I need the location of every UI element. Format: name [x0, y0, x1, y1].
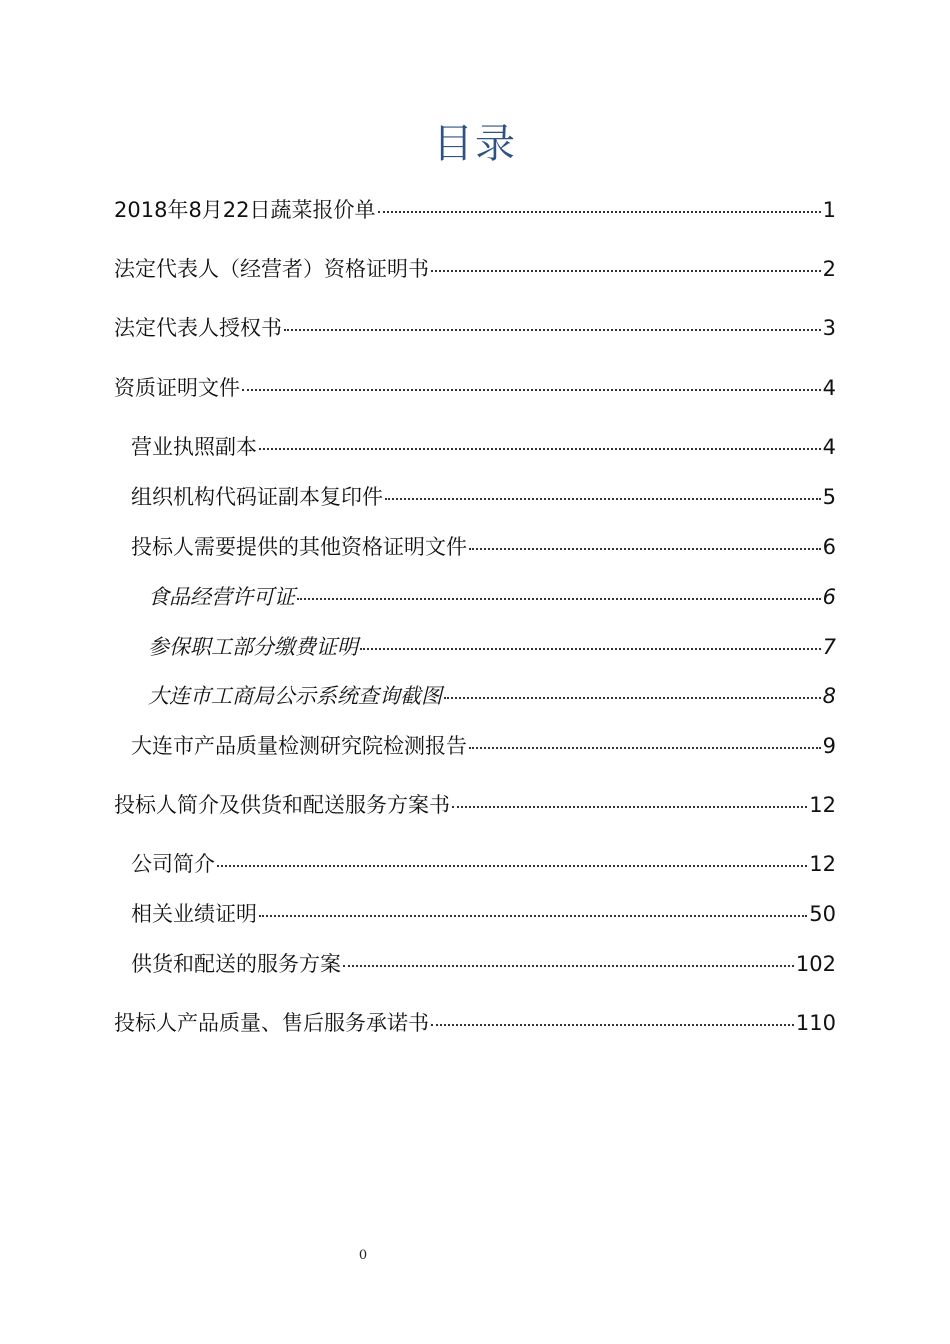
toc-entry-label: 法定代表人授权书	[114, 316, 282, 340]
dot-leader	[469, 747, 821, 749]
toc-entry-page: 7	[822, 635, 836, 659]
toc-entry-page: 12	[809, 852, 836, 876]
toc-entry-label: 组织机构代码证副本复印件	[131, 485, 383, 509]
dot-leader	[217, 865, 807, 867]
toc-entry[interactable]	[131, 433, 836, 461]
toc-entry-page: 5	[822, 485, 836, 509]
dot-leader	[452, 806, 807, 808]
dot-leader	[444, 697, 821, 699]
toc-entry-label: 法定代表人（经营者）资格证明书	[114, 257, 429, 281]
toc-entry-page: 4	[822, 435, 836, 459]
toc-entry-label: 投标人简介及供货和配送服务方案书	[114, 793, 450, 817]
toc-entry[interactable]	[114, 255, 836, 283]
toc-entry-label: 食品经营许可证	[148, 585, 295, 609]
toc-entry-page: 2	[822, 257, 836, 281]
dot-leader	[259, 915, 807, 917]
toc-entry-page: 9	[822, 734, 836, 758]
toc-entry-page: 6	[822, 535, 836, 559]
dot-leader	[259, 448, 821, 450]
toc-entry-page: 50	[809, 902, 836, 926]
toc-entry[interactable]	[131, 900, 836, 928]
toc-entry-page: 3	[822, 316, 836, 340]
toc-entry[interactable]	[114, 791, 836, 819]
dot-leader	[242, 389, 821, 391]
dot-leader	[284, 329, 821, 331]
toc-entry-label: 大连市产品质量检测研究院检测报告	[131, 734, 467, 758]
toc-entry-page: 12	[809, 793, 836, 817]
toc-entry-label: 资质证明文件	[114, 376, 240, 400]
toc-entry[interactable]	[114, 1009, 836, 1037]
toc-entry-label: 供货和配送的服务方案	[131, 952, 341, 976]
toc-entry[interactable]	[114, 314, 836, 342]
toc-entry[interactable]	[131, 483, 836, 511]
toc-entry-page: 102	[795, 952, 836, 976]
dot-leader	[431, 1024, 794, 1026]
toc-entry[interactable]	[148, 583, 836, 611]
toc-entry-label: 相关业绩证明	[131, 902, 257, 926]
toc-entry[interactable]	[131, 850, 836, 878]
dot-leader	[297, 598, 821, 600]
toc-entry-label: 投标人需要提供的其他资格证明文件	[131, 535, 467, 559]
toc-entry-label: 大连市工商局公示系统查询截图	[148, 684, 442, 708]
dot-leader	[378, 211, 821, 213]
toc-entry[interactable]	[131, 950, 836, 978]
toc-title: 目录	[433, 121, 517, 167]
toc-entry[interactable]	[148, 682, 836, 710]
toc-entry-label: 投标人产品质量、售后服务承诺书	[114, 1011, 429, 1035]
toc-entry[interactable]	[148, 633, 836, 661]
toc-entry[interactable]	[114, 374, 836, 402]
dot-leader	[431, 270, 821, 272]
toc-entry-page: 6	[822, 585, 836, 609]
toc-entry[interactable]	[131, 533, 836, 561]
toc-entry-label: 2018年8月22日蔬菜报价单	[114, 198, 376, 222]
toc-entry-page: 8	[822, 684, 836, 708]
dot-leader	[360, 648, 821, 650]
toc-entry-page: 110	[795, 1011, 836, 1035]
dot-leader	[469, 548, 821, 550]
toc-entry[interactable]	[131, 732, 836, 760]
dot-leader	[385, 498, 821, 500]
toc-entry-page: 4	[822, 376, 836, 400]
footer-page-number: 0	[358, 1248, 368, 1263]
toc-entry-label: 公司简介	[131, 852, 215, 876]
toc-entry-label: 参保职工部分缴费证明	[148, 635, 358, 659]
dot-leader	[343, 965, 794, 967]
toc-entry-label: 营业执照副本	[131, 435, 257, 459]
toc-entry-page: 1	[822, 198, 836, 222]
toc-entry[interactable]	[114, 196, 836, 224]
